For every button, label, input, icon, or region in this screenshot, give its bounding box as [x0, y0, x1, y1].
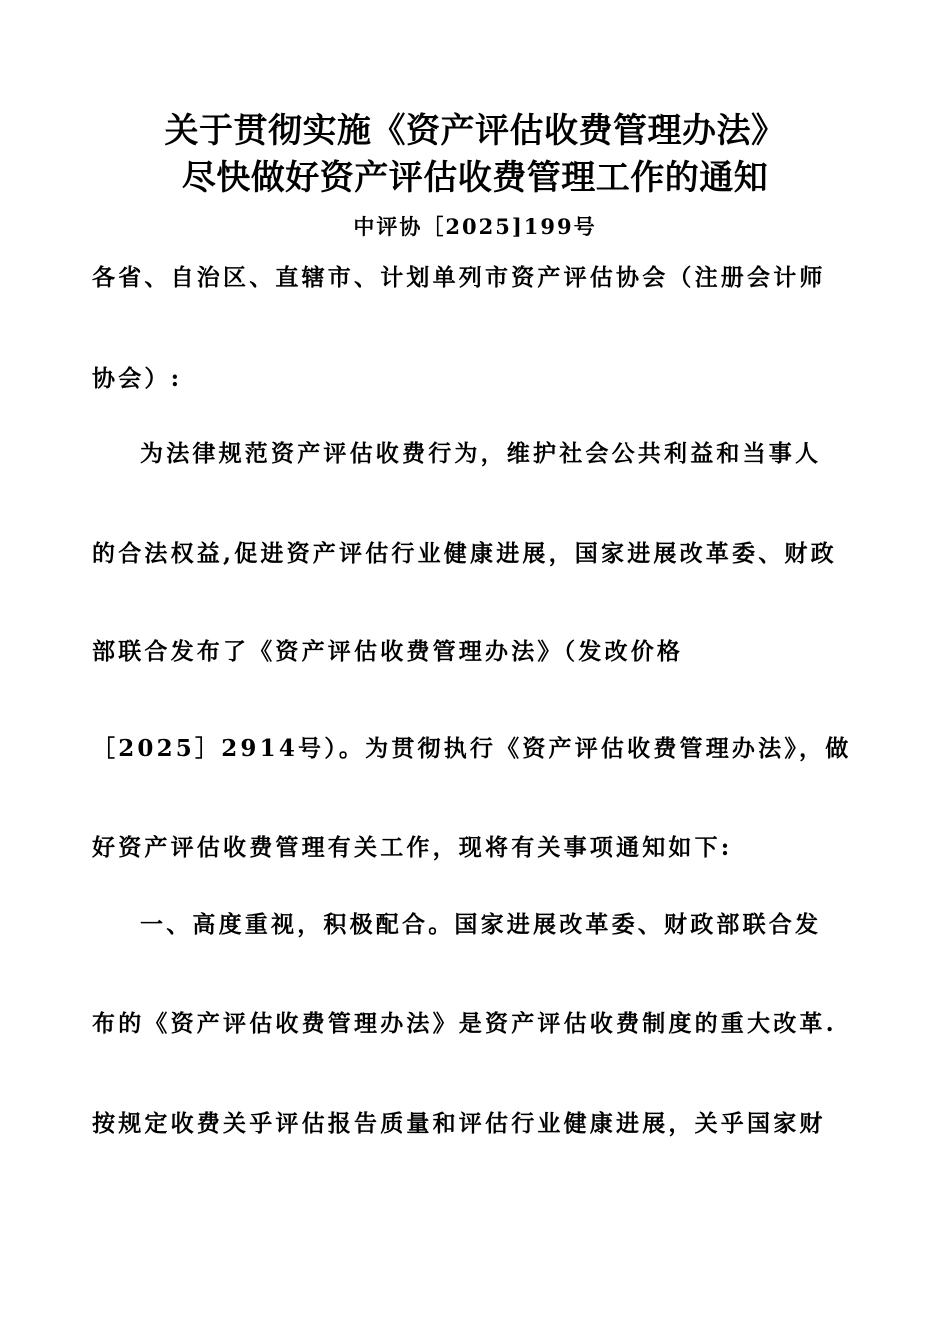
body-line-addressee-cont: 协会）: [92, 365, 183, 392]
body-line: 好资产评估收费管理有关工作，现将有关事项通知如下: [92, 834, 733, 861]
body-line-section-1-start: 一、高度重视，积极配合。国家进展改革委、财政部联合发 [140, 911, 822, 938]
body-line: 的合法权益,促进资产评估行业健康进展，国家进展改革委、财政 [92, 540, 837, 567]
document-title-line-2: 尽快做好资产评估收费管理工作的通知 [181, 158, 769, 198]
body-line: 部联合发布了《资产评估收费管理办法》（发改价格 [92, 638, 684, 665]
document-title-line-1: 关于贯彻实施《资产评估收费管理办法》 [164, 111, 786, 151]
body-line: ［2025］2914号）。为贯彻执行《资产评估收费管理办法》，做 [92, 735, 852, 762]
body-line: 布的《资产评估收费管理办法》是资产评估收费制度的重大改革. [92, 1010, 837, 1037]
body-line-addressee: 各省、自治区、直辖市、计划单列市资产评估协会（注册会计师 [92, 264, 826, 291]
document-number: 中评协［2025]199号 [353, 214, 597, 239]
body-line-paragraph-1-start: 为法律规范资产评估收费行为，维护社会公共利益和当事人 [140, 440, 822, 467]
body-line: 按规定收费关乎评估报告质量和评估行业健康进展，关乎国家财 [92, 1110, 826, 1137]
